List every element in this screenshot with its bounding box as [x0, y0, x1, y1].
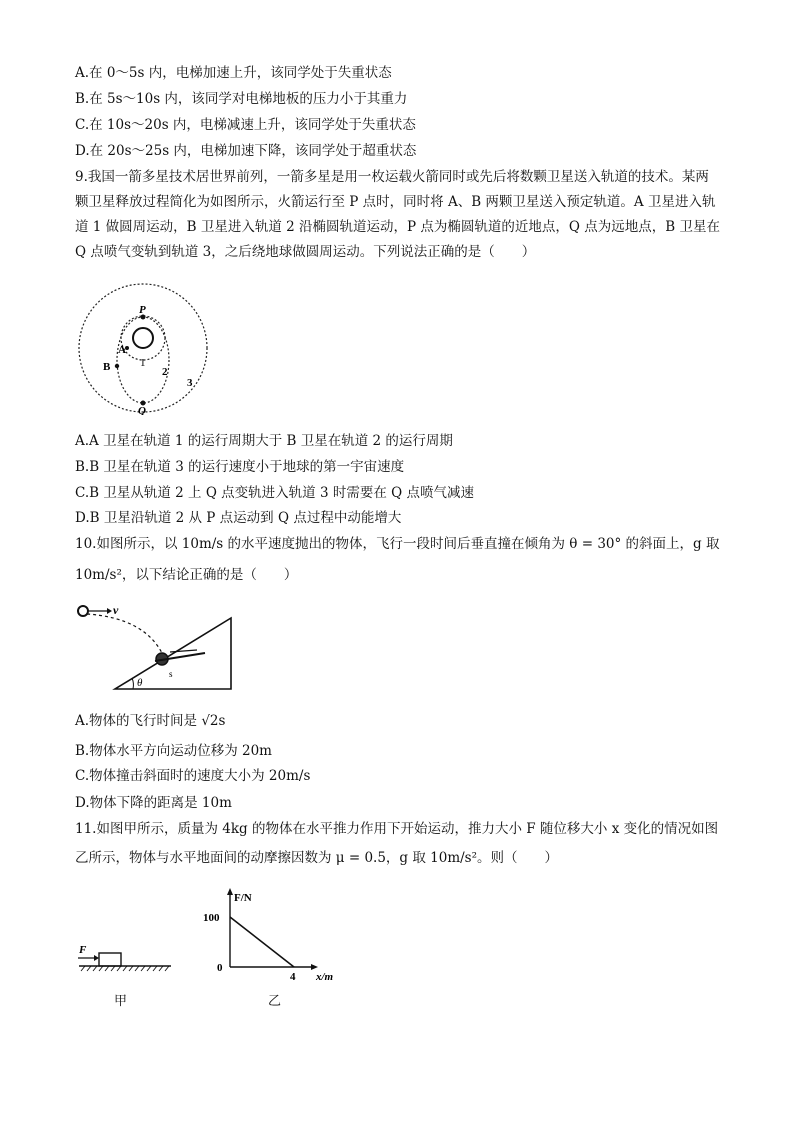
q9-stem-line2: 颗卫星释放过程简化为如图所示，火箭运行至 P 点时，同时将 A、B 两颗卫星送入预定轨道。A 卫星进入轨: [75, 194, 716, 210]
impact-mark: [170, 650, 197, 652]
q8-option-a: A.在 0～5s 内，电梯加速上升，该同学处于失重状态: [75, 65, 392, 81]
q11-stem-line2: 乙所示，物体与水平地面间的动摩擦因数为 μ = 0.5，g 取 10m/s²。则（ ）: [75, 850, 559, 866]
q10-stem-line2: 10m/s²，以下结论正确的是（ ）: [75, 567, 298, 583]
satellite-b: [115, 364, 119, 368]
q9-stem-line1: 9.我国一箭多星技术居世界前列，一箭多星是用一枚运载火箭同时或先后将数颗卫星送入轨道的技术。某两: [75, 169, 709, 185]
x-tick-4: 4: [290, 971, 296, 982]
angle-arc: [132, 678, 133, 689]
force-displacement-chart: [200, 887, 350, 982]
label-a: A: [118, 344, 126, 356]
label-q: Q: [138, 405, 146, 415]
label-b: B: [103, 361, 111, 373]
q10-option-a: A.物体的飞行时间是 √2s: [75, 713, 226, 729]
label-orbit-2: 2: [162, 366, 168, 378]
block-diagram: [75, 940, 175, 980]
q10-option-d: D.物体下降的距离是 10m: [75, 795, 232, 811]
y-axis-arrowhead: [227, 888, 233, 895]
y-tick-100: 100: [203, 912, 220, 924]
label-force: F: [79, 944, 87, 956]
force-arrowhead: [94, 955, 99, 961]
q9-option-c: C.B 卫星从轨道 2 上 Q 点变轨进入轨道 3 时需要在 Q 点喷气减速: [75, 485, 474, 501]
label-orbit-1: 1: [140, 357, 146, 369]
label-orbit-3: 3: [187, 377, 193, 389]
x-axis-arrowhead: [311, 964, 318, 970]
earth: [133, 328, 153, 348]
q10-option-c: C.物体撞击斜面时的速度大小为 20m/s: [75, 768, 311, 784]
q10-option-b: B.物体水平方向运动位移为 20m: [75, 743, 272, 759]
x-axis-label: x/m: [316, 971, 334, 982]
label-theta: θ: [137, 677, 143, 689]
y-axis-label: F/N: [234, 892, 252, 904]
ball-start: [78, 606, 88, 616]
velocity-arrowhead: [107, 608, 112, 614]
q9-option-b: B.B 卫星在轨道 3 的运行速度小于地球的第一宇宙速度: [75, 459, 405, 475]
q9-stem-line4: Q 点喷气变轨到轨道 3，之后绕地球做圆周运动。下列说法正确的是（ ）: [75, 244, 536, 260]
q11-stem-line1: 11.如图甲所示，质量为 4kg 的物体在水平推力作用下开始运动，推力大小 F 随位移大小 x 变化的情况如图: [75, 821, 719, 837]
q8-option-c: C.在 10s～20s 内，电梯减速上升，该同学处于失重状态: [75, 117, 416, 133]
label-v: v: [113, 603, 119, 617]
label-s: s: [169, 669, 173, 679]
label-p: P: [139, 304, 146, 316]
origin-label: 0: [217, 962, 223, 974]
q8-option-d: D.在 20s～25s 内，电梯加速下降，该同学处于超重状态: [75, 143, 417, 159]
block: [99, 953, 121, 966]
q9-stem-line3: 道 1 做圆周运动，B 卫星进入轨道 2 沿椭圆轨道运动，P 点为椭圆轨道的近地点，Q 点为远地点，B 卫星在: [75, 219, 720, 235]
force-series-line: [230, 917, 294, 967]
q8-option-b: B.在 5s～10s 内，该同学对电梯地板的压力小于其重力: [75, 91, 408, 107]
q10-stem-line1: 10.如图所示，以 10m/s 的水平速度抛出的物体，飞行一段时间后垂直撞在倾角为 θ = 30° 的斜面上，g 取: [75, 536, 720, 552]
caption-jia: 甲: [114, 994, 128, 1009]
q9-option-a: A.A 卫星在轨道 1 的运行周期大于 B 卫星在轨道 2 的运行周期: [75, 433, 453, 449]
trajectory: [87, 614, 163, 655]
caption-yi: 乙: [268, 994, 282, 1009]
orbit-diagram: [75, 280, 220, 415]
projectile-diagram: [75, 600, 240, 695]
q9-option-d: D.B 卫星沿轨道 2 从 P 点运动到 Q 点过程中动能增大: [75, 510, 402, 526]
